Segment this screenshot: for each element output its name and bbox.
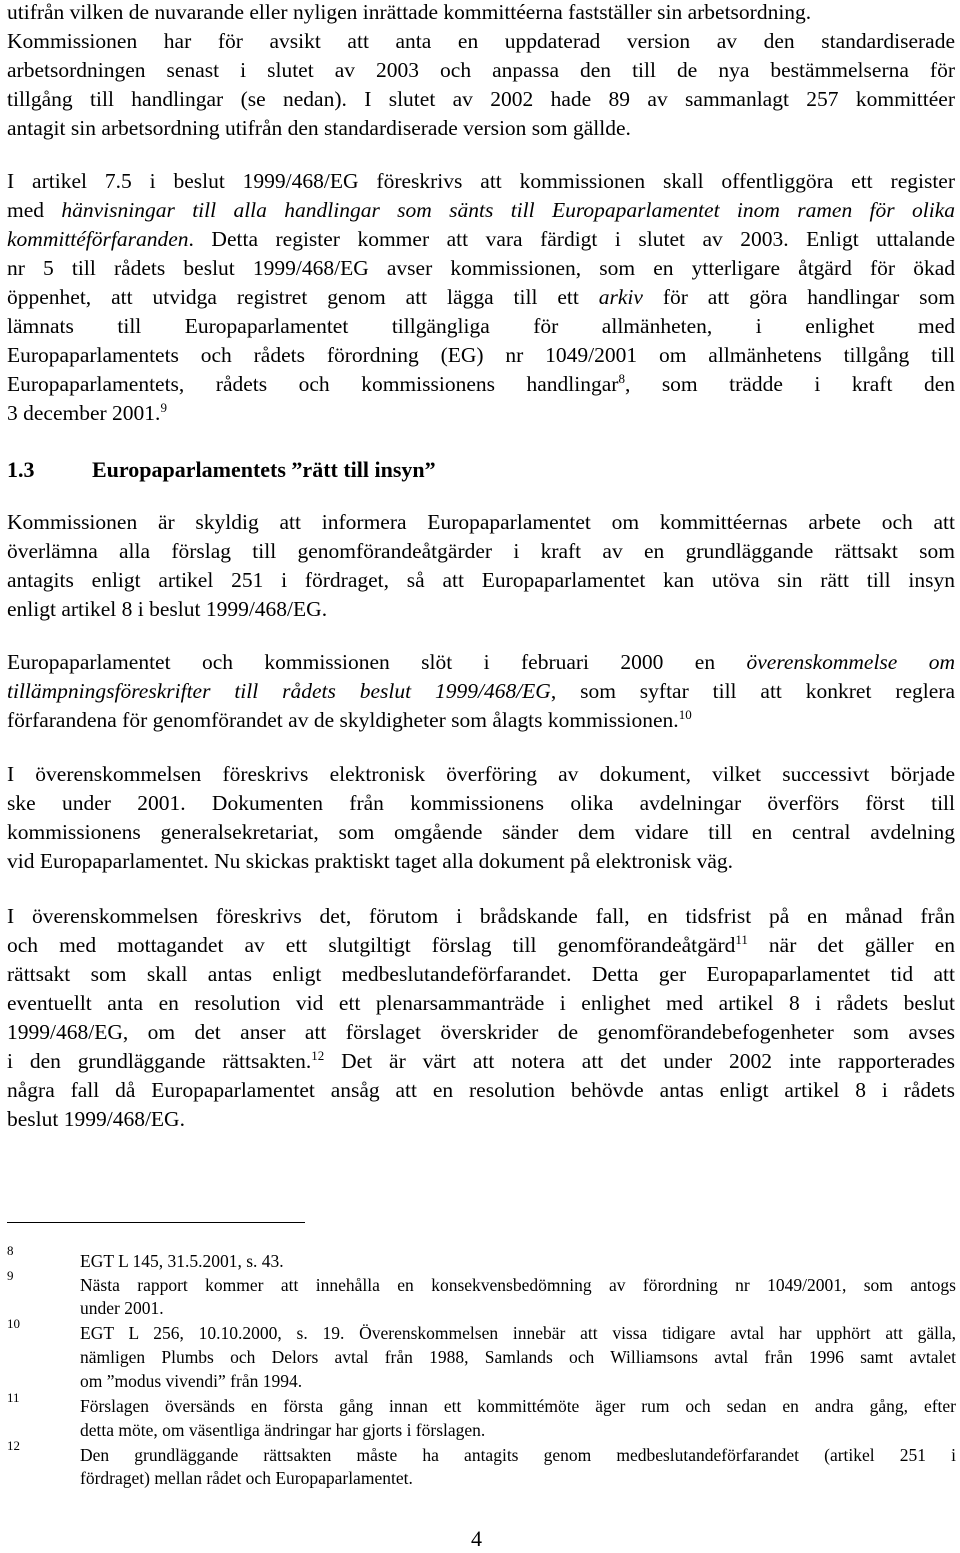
paragraph-line: med hänvisningar till alla handlingar som sänts till Europaparlamentet inom ramen för olika [7, 198, 955, 222]
paragraph-line: I överenskommelsen föreskrivs elektronisk överföring av dokument, vilket successivt började [7, 762, 955, 786]
paragraph-line: I överenskommelsen föreskrivs det, förutom i brådskande fall, en tidsfrist på en månad från [7, 904, 955, 928]
paragraph-line: tillämpningsföreskrifter till rådets beslut 1999/468/EG, som syftar till att konkret reglera [7, 679, 955, 703]
footnote-separator [7, 1222, 305, 1223]
footnote-line: fördraget) mellan rådet och Europaparlamentet. [80, 1468, 413, 1488]
paragraph-line: Europaparlamentets och rådets förordning (EG) nr 1049/2001 om allmänhetens tillgång till [7, 343, 955, 367]
paragraph-line: eventuellt anta en resolution vid ett plenarsammanträde i enlighet med artikel 8 i rådets beslut [7, 991, 955, 1015]
paragraph-line: arbetsordningen senast i slutet av 2003 och anpassa den till de nya bestämmelserna för [7, 58, 955, 82]
paragraph-line: överlämna alla förslag till genomförandeåtgärder i kraft av en grundläggande rättsakt som [7, 539, 955, 563]
footnote-line: Förslagen översänds en första gång innan ett kommittémöte äger rum och sedan en andra gång, efter [80, 1396, 956, 1416]
paragraph-line: ske under 2001. Dokumenten från kommissionens olika avdelningar överförs först till [7, 791, 955, 815]
paragraph-line: antagits enligt artikel 251 i fördraget, så att Europaparlamentet kan utöva sin rätt till insyn [7, 568, 955, 592]
paragraph-line: enligt artikel 8 i beslut 1999/468/EG. [7, 597, 328, 621]
footnote-number: 9 [7, 1268, 14, 1283]
footnote-line: nämligen Plumbs och Delors avtal från 1988, Samlands och Williamsons avtal från 1996 samt avtalet [80, 1347, 956, 1367]
section-number: 1.3 [7, 457, 35, 482]
paragraph-line: i den grundläggande rättsakten.$^{12}$ Det är värt att notera att det under 2002 inte rapporterades [7, 1047, 955, 1073]
footnote-ref: 11 [735, 931, 748, 947]
footnote-line: under 2001. [80, 1298, 164, 1318]
footnote-line: Den grundläggande rättsakten måste ha antagits genom medbeslutandeförfarandet (artikel 251 i [80, 1445, 956, 1465]
section-heading [7, 455, 436, 484]
paragraph-line: beslut 1999/468/EG. [7, 1107, 185, 1131]
footnote-ref: 10 [678, 706, 692, 722]
paragraph-line: vid Europaparlamentet. Nu skickas praktiskt taget alla dokument på elektronisk väg. [7, 849, 734, 873]
paragraph-line: nr 5 till rådets beslut 1999/468/EG avser kommissionen, som en ytterligare åtgärd för ökad [7, 256, 955, 280]
footnote-line: detta möte, om väsentliga ändringar har gjorts i förslagen. [80, 1420, 486, 1440]
footnote-ref: 8 [618, 370, 625, 386]
paragraph-line: Europaparlamentets, rådets och kommissionens handlingar$^8$, som trädde i kraft den [7, 370, 955, 396]
footnote-line: Nästa rapport kommer att innehålla en konsekvensbedömning av förordning nr 1049/2001, som antogs [80, 1275, 956, 1295]
footnote-number: 10 [7, 1316, 20, 1331]
paragraph-line: tillgång till handlingar (se nedan). I slutet av 2002 hade 89 av sammanlagt 257 kommittéer [7, 87, 955, 111]
paragraph-line: förfarandena för genomförandet av de skyldigheter som ålagts kommissionen.$^{10}$ [7, 706, 692, 732]
footnote-line: om ”modus vivendi” från 1994. [80, 1371, 303, 1391]
page-number: 4 [471, 1526, 482, 1551]
paragraph-line: 1999/468/EG, om det anser att förslaget överskrider de genomförandebefogenheter som avses [7, 1020, 955, 1044]
paragraph-line: I artikel 7.5 i beslut 1999/468/EG föreskrivs att kommissionen skall offentliggöra ett register [7, 169, 955, 193]
paragraph-line: lämnats till Europaparlamentet tillgängliga för allmänheten, i enlighet med [7, 314, 955, 338]
paragraph-line: kommittéförfaranden. Detta register kommer att vara färdigt i slutet av 2003. Enligt uttalande [7, 227, 955, 251]
paragraph-line: 3 december 2001.$^9$ [7, 399, 167, 425]
paragraph-line: några fall då Europaparlamentet ansåg att en resolution behövde antas enligt artikel 8 i rådets [7, 1078, 955, 1102]
footnote-line: EGT L 145, 31.5.2001, s. 43. [80, 1251, 284, 1271]
footnote-ref: 12 [311, 1047, 325, 1063]
paragraph-line: kommissionens generalsekretariat, som omgående sänder dem vidare till en central avdelning [7, 820, 955, 844]
paragraph-line: rättsakt som skall antas enligt medbeslutandeförfarandet. Detta ger Europaparlamentet tid att [7, 962, 955, 986]
footnote-line: EGT L 256, 10.10.2000, s. 19. Överenskommelsen innebär att vissa tidigare avtal har upphört att gälla, [80, 1323, 956, 1343]
footnote-number: 11 [7, 1390, 20, 1405]
paragraph-line: utifrån vilken de nuvarande eller nyligen inrättade kommittéerna fastställer sin arbetsordning. [7, 0, 812, 24]
paragraph-line: antagit sin arbetsordning utifrån den standardiserade version som gällde. [7, 116, 631, 140]
paragraph-line: öppenhet, att utvidga registret genom att lägga till ett arkiv för att göra handlingar som [7, 285, 955, 309]
paragraph-line: Europaparlamentet och kommissionen slöt i februari 2000 en överenskommelse om [7, 650, 955, 674]
section-title: Europaparlamentets ”rätt till insyn” [92, 457, 436, 482]
paragraph-line: Kommissionen har för avsikt att anta en uppdaterad version av den standardiserade [7, 29, 955, 53]
footnote-ref: 9 [160, 399, 167, 415]
paragraph-line: och med mottagandet av ett slutgiltigt förslag till genomförandeåtgärd$^{11}$ när det gäller en [7, 931, 956, 957]
footnote-number: 8 [7, 1243, 14, 1258]
footnote-number: 12 [7, 1438, 20, 1453]
paragraph-line: Kommissionen är skyldig att informera Europaparlamentet om kommittéernas arbete och att [7, 510, 955, 534]
